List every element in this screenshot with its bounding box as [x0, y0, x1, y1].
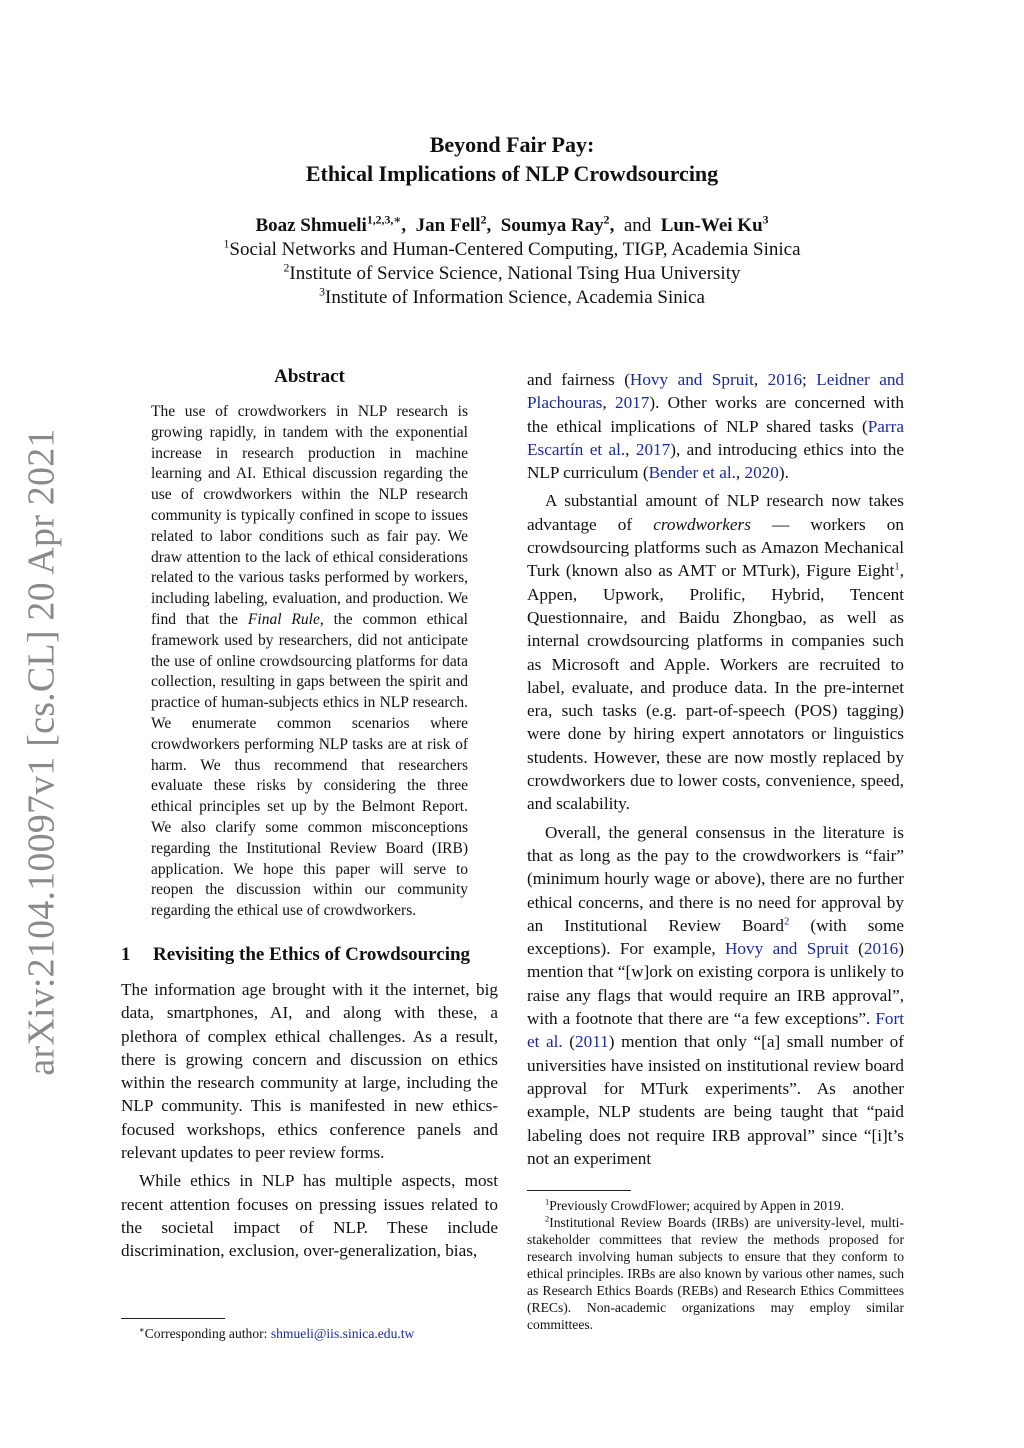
- footnote-2: $^2$Institutional Review Boards (IRBs) are university-level, multi-stakeholder committees that review the methods proposed for research involving human subjects to ensure that they conform to ethical principles. IRBs are also known by various other names, such as Research Ethics Boards (REBs) and Research Ethics Committees (RECs). Non-academic organizations may employ similar committees.: [527, 1213, 904, 1332]
- body-paragraph: While ethics in NLP has multiple aspects, most recent attention focuses on pressing issues related to the societal impact of NLP. These include discrimination, exclusion, over-generalization, bias,: [121, 1171, 498, 1261]
- section-title: Revisiting the Ethics of Crowdsourcing: [153, 943, 471, 965]
- emphasis: Final Rule: [247, 610, 320, 628]
- footnote-1: $^1$Previously CrowdFlower; acquired by Appen in 2019.: [545, 1196, 845, 1213]
- body-paragraph: Overall, the general consensus in the literature is that as long as the pay to the crowdworkers is “fair” (minimum hourly wage or above), there are no further ethical concerns, and there is no need for approval by an Institutional Review Board$^2$ (with some exceptions). For example, Hovy and Spruit (2016) mention that “[w]ork on existing corpora is unlikely to raise any flags that would require an IRB approval”, with a footnote that there are “a few exceptions”. Fort et al. (2011) mention that only “[a] small number of universities have insisted on institutional review board approval for MTurk experiments”. As another example, NLP students are being taught that “paid labeling does not require IRB approval” since “[i]t’s not an experiment: [527, 822, 904, 1168]
- citation-link[interactable]: Parra Escartín et al.: [527, 416, 904, 459]
- citation-link[interactable]: 2011: [575, 1032, 609, 1052]
- affiliation-2: $^2$Institute of Service Science, National Tsing Hua University: [283, 261, 741, 284]
- citation-link[interactable]: 2017: [635, 439, 671, 459]
- right-footnotes: [527, 1180, 904, 1333]
- section-number: 1: [121, 943, 131, 965]
- abstract-heading: Abstract: [274, 366, 345, 387]
- citation-link[interactable]: 2016: [863, 939, 899, 959]
- left-column: [121, 366, 498, 1262]
- author-name: Boaz Shmueli: [255, 215, 367, 236]
- affiliation-1: $^1$Social Networks and Human-Centered Computing, TIGP, Academia Sinica: [223, 237, 801, 260]
- citation-link[interactable]: 2020: [744, 463, 779, 483]
- footnote-ref-link[interactable]: 2: [783, 916, 790, 928]
- author-conjunction: and: [623, 215, 652, 236]
- footnote-ref-link[interactable]: 1: [894, 561, 900, 573]
- affiliation-marker: 1,2,3,∗: [366, 213, 402, 227]
- affiliation-marker: 3: [762, 213, 769, 227]
- citation-link[interactable]: Bender et al.: [648, 463, 736, 483]
- affiliation-marker: 2: [603, 213, 610, 227]
- citation-link[interactable]: Hovy and Spruit: [725, 939, 849, 959]
- citation-link[interactable]: Fort et al.: [527, 1009, 904, 1052]
- left-footnotes: [121, 1308, 498, 1342]
- title-line-2: Ethical Implications of NLP Crowdsourcing: [305, 161, 719, 186]
- right-column: [527, 368, 904, 1170]
- footnote-rule: [121, 1318, 225, 1319]
- affiliation-marker: 2: [480, 213, 487, 227]
- body-paragraph: The information age brought with it the internet, big data, smartphones, AI, and along with these, a plethora of complex ethical challenges. As a result, there is growing concern and discussion on ethics within the research community at large, including the NLP community. This is manifested in new ethics-focused workshops, ethics conference panels and relevant updates to peer review forms.: [121, 979, 498, 1162]
- arxiv-identifier: arXiv:2104.10097v1 [cs.CL] 20 Apr 2021: [21, 428, 64, 1076]
- author-names: Boaz Shmueli$^{1,2,3,∗}$, Jan Fell$^2$, Soumya Ray$^2$, and Lun-Wei Ku$^3$: [255, 213, 769, 236]
- emphasis: crowdworkers: [653, 514, 751, 534]
- body-paragraph: A substantial amount of NLP research now takes advantage of crowdworkers — workers on crowdsourcing platforms such as Amazon Mechanical Turk (known also as AMT or MTurk), Figure Eight$^1$, Appen, Upwork, Prolific, Hybrid, Tencent Questionnaire, and Baidu Zhongbao, as well as internal crowdsourcing platforms in companies such as Microsoft and Apple. Workers are recruited to label, evaluate, and produce data. In the pre-internet era, such tasks (e.g. part-of-speech (POS) tagging) were done by hiring expert annotators or linguistics students. However, these are now mostly replaced by crowdworkers due to lower costs, convenience, speed, and scalability.: [527, 491, 904, 814]
- footnote-rule: [527, 1190, 631, 1191]
- author-block: [160, 214, 864, 310]
- citation-link[interactable]: Leidner and Plachouras: [527, 370, 905, 413]
- email-link[interactable]: shmueli@iis.sinica.edu.tw: [270, 1326, 415, 1341]
- title-line-1: Beyond Fair Pay:: [429, 132, 595, 157]
- citation-link[interactable]: 2016: [767, 370, 803, 389]
- citation-link[interactable]: Hovy and Spruit: [629, 370, 754, 389]
- author-name: Soumya Ray: [500, 215, 604, 236]
- section-heading: [121, 944, 498, 966]
- author-name: Lun-Wei Ku: [660, 215, 763, 236]
- abstract-body: The use of crowdworkers in NLP research is growing rapidly, in tandem with the exponential increase in research production in machine learning and AI. Ethical discussion regarding the use of crowdworkers within the NLP research community is typically confined in scope to issues related to labor conditions such as fair pay. We draw attention to the lack of ethical considerations related to the various tasks performed by workers, including labeling, evaluation, and production. We find that the Final Rule, the common ethical framework used by researchers, did not anticipate the use of online crowdsourcing platforms for data collection, resulting in gaps between the spirit and practice of human-subjects ethics in NLP research. We enumerate common scenarios where crowdworkers performing NLP tasks are at risk of harm. We thus recommend that researchers evaluate these risks by considering the three ethical principles set up by the Belmont Report. We also clarify some common misconceptions regarding the Institutional Review Board (IRB) application. We hope this paper will serve to reopen the discussion within our community regarding the ethical use of crowdworkers.: [151, 403, 468, 920]
- arxiv-sidebar-stamp: [10, 428, 74, 1076]
- author-name: Jan Fell: [415, 215, 481, 236]
- citation-link[interactable]: 2017: [614, 393, 650, 413]
- footnote-corresponding-author: ∗Corresponding author: shmueli@iis.sinica.edu.tw: [139, 1324, 415, 1341]
- paper-title: [200, 130, 824, 188]
- body-paragraph: and fairness (Hovy and Spruit, 2016; Leidner and Plachouras, 2017). Other works are concerned with the ethical implications of NLP shared tasks (Parra Escartín et al., 2017), and introducing ethics into the NLP curriculum (Bender et al., 2020).: [527, 370, 905, 483]
- affiliation-3: $^3$Institute of Information Science, Academia Sinica: [319, 285, 705, 308]
